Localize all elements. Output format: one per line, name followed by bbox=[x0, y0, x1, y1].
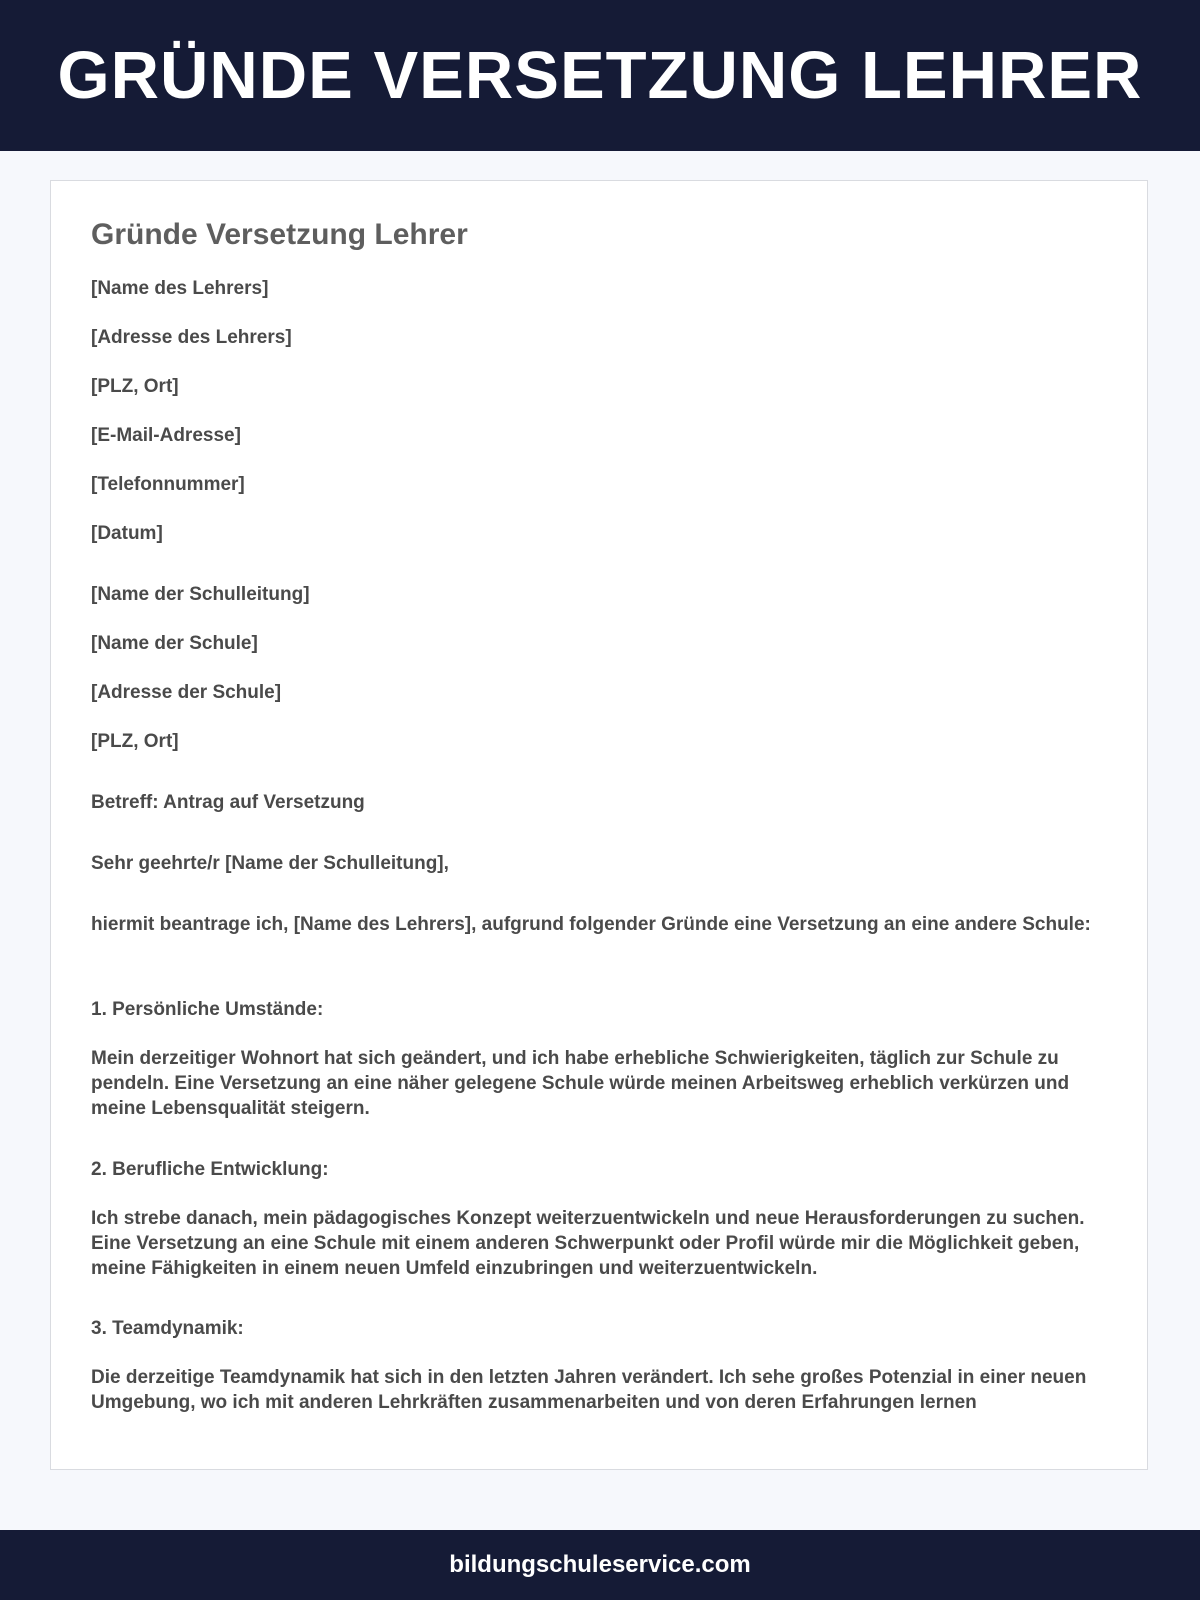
sender-name: [Name des Lehrers] bbox=[91, 278, 269, 299]
sender-email: [E-Mail-Adresse] bbox=[91, 425, 241, 446]
reason-text: Mein derzeitiger Wohnort hat sich geändert, und ich habe erhebliche Schwierigkeiten, täglich zur Schule zu pendeln. Eine Versetzung an eine näher gelegene Schule würde meinen Arbeitsweg erheblich verkürzen und meine Lebensqualität steigern. bbox=[91, 1048, 1070, 1119]
salutation: Sehr geehrte/r [Name der Schulleitung], bbox=[91, 853, 449, 874]
page-header bbox=[0, 0, 1200, 151]
recipient-city: [PLZ, Ort] bbox=[91, 731, 179, 752]
sender-address: [Adresse des Lehrers] bbox=[91, 327, 292, 348]
intro-paragraph: hiermit beantrage ich, [Name des Lehrers], aufgrund folgender Gründe eine Versetzung an eine andere Schule: bbox=[91, 914, 1091, 935]
document-card bbox=[50, 180, 1148, 1470]
page-footer bbox=[0, 1530, 1200, 1600]
reason-heading: 1. Persönliche Umstände: bbox=[91, 999, 324, 1020]
reason-text: Ich strebe danach, mein pädagogisches Konzept weiterzuentwickeln und neue Herausforderungen zu suchen. Eine Versetzung an eine Schule mit einem anderen Schwerpunkt oder Profil würde mir die Möglichkeit geben, meine Fähigkeiten in einem neuen Umfeld einzubringen und weiterzuentwickeln. bbox=[91, 1208, 1085, 1279]
document-title: Gründe Versetzung Lehrer bbox=[91, 218, 468, 251]
sender-city: [PLZ, Ort] bbox=[91, 376, 179, 397]
subject-line: Betreff: Antrag auf Versetzung bbox=[91, 792, 365, 813]
header-title: GRÜNDE VERSETZUNG LEHRER bbox=[57, 38, 1143, 113]
letter-date: [Datum] bbox=[91, 523, 163, 544]
reason-heading: 3. Teamdynamik: bbox=[91, 1318, 244, 1339]
sender-phone: [Telefonnummer] bbox=[91, 474, 245, 495]
footer-site: bildungschuleservice.com bbox=[449, 1551, 751, 1578]
reason-text: Die derzeitige Teamdynamik hat sich in den letzten Jahren verändert. Ich sehe großes Potenzial in einer neuen Umgebung, wo ich mit anderen Lehrkräften zusammenarbeiten und von deren Erfahrungen lernen bbox=[91, 1367, 1087, 1413]
recipient-name: [Name der Schulleitung] bbox=[91, 584, 310, 605]
recipient-school: [Name der Schule] bbox=[91, 633, 258, 654]
recipient-address: [Adresse der Schule] bbox=[91, 682, 282, 703]
reason-heading: 2. Berufliche Entwicklung: bbox=[91, 1159, 329, 1180]
